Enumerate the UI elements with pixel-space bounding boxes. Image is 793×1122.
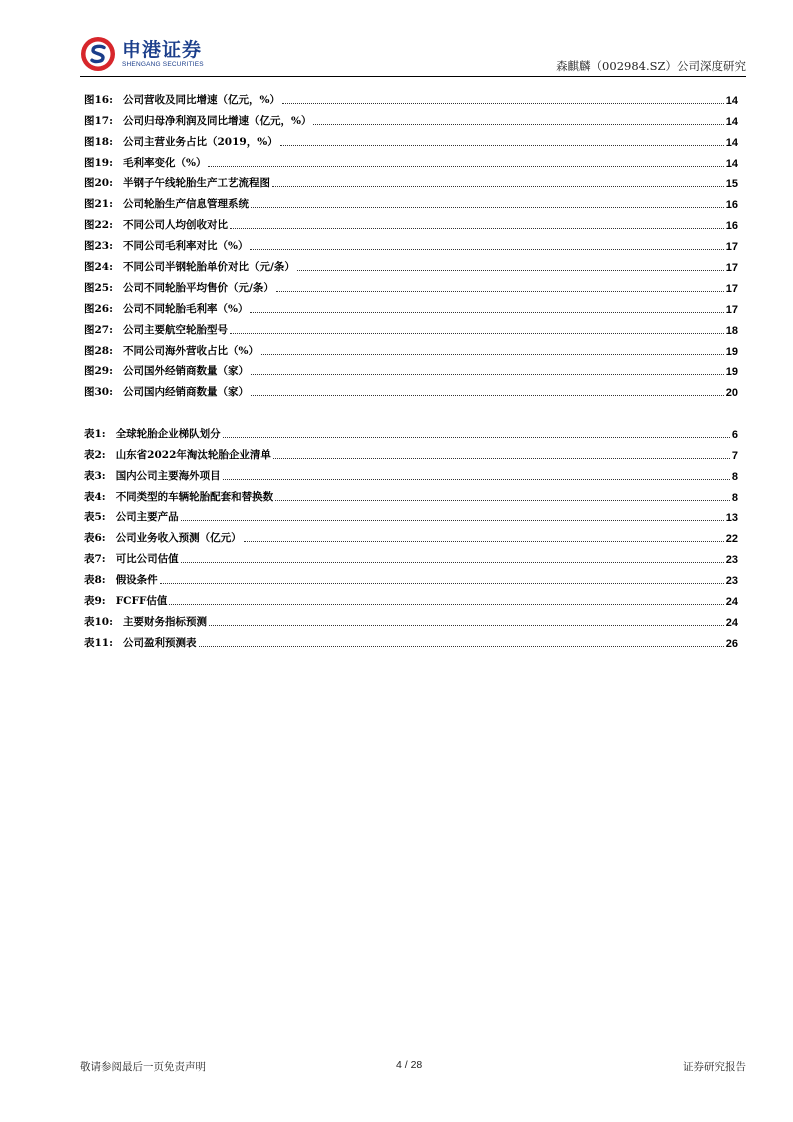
toc-entry-title: 公司轮胎生产信息管理系统 <box>123 198 249 211</box>
figure-toc-entry[interactable] <box>84 337 738 358</box>
toc-entry-title: 国内公司主要海外项目 <box>115 469 221 482</box>
toc-dot-leader <box>273 458 730 459</box>
footer-report-type: 证券研究报告 <box>683 1061 746 1073</box>
toc-entry-title: 公司国内经销商数量（家） <box>123 386 249 399</box>
toc-entry-page: 20 <box>725 387 738 400</box>
toc-entry-page: 19 <box>725 345 738 358</box>
toc-dot-leader <box>251 374 724 375</box>
toc-entry-page: 13 <box>725 512 738 525</box>
footer-page-number: 4 / 28 <box>396 1059 423 1071</box>
table-toc-entry[interactable] <box>84 441 738 462</box>
toc-entry-title: 公司主营业务占比（2019，%） <box>123 135 278 148</box>
toc-entry-title: 可比公司估值 <box>115 553 179 566</box>
toc-entry-title: 假设条件 <box>115 574 158 587</box>
figure-toc-entry[interactable] <box>84 358 738 379</box>
figure-toc-entry[interactable] <box>84 190 738 211</box>
toc-dot-leader <box>297 270 724 271</box>
toc-entry-title: 公司盈利预测表 <box>123 636 197 649</box>
toc-entry-title: 不同公司毛利率对比（%） <box>123 240 249 253</box>
toc-entry-title: 全球轮胎企业梯队划分 <box>115 427 221 440</box>
toc-entry-title: 公司归母净利润及同比增速（亿元，%） <box>123 114 312 127</box>
toc-entry-label: 图22: <box>84 219 113 232</box>
table-toc-entry[interactable] <box>84 566 738 587</box>
toc-entry-label: 表4: <box>84 490 106 503</box>
toc-entry-page: 18 <box>725 324 738 337</box>
toc-entry-label: 图19: <box>84 156 113 169</box>
toc-dot-leader <box>276 291 724 292</box>
toc-entry-label: 图21: <box>84 198 113 211</box>
figure-toc-entry[interactable] <box>84 128 738 149</box>
toc-entry-page: 17 <box>725 303 738 316</box>
table-toc-entry[interactable] <box>84 545 738 566</box>
toc-entry-page: 14 <box>725 157 738 170</box>
toc-entry-title: 不同公司人均创收对比 <box>123 219 228 232</box>
figure-toc-entry[interactable] <box>84 86 738 107</box>
toc-entry-page: 15 <box>725 178 738 191</box>
table-toc-entry[interactable] <box>84 483 738 504</box>
toc-dot-leader <box>181 520 724 521</box>
toc-dot-leader <box>261 354 724 355</box>
toc-entry-page: 17 <box>725 282 738 295</box>
toc-entry-page: 22 <box>725 533 738 546</box>
table-toc-entry[interactable] <box>84 420 738 441</box>
toc-entry-title: 山东省2022年淘汰轮胎企业清单 <box>115 448 271 461</box>
toc-entry-page: 23 <box>725 575 738 588</box>
toc-entry-page: 7 <box>731 449 738 462</box>
figure-toc-entry[interactable] <box>84 170 738 191</box>
toc-entry-page: 14 <box>725 136 738 149</box>
toc-entry-label: 表8: <box>84 574 106 587</box>
toc-entry-page: 24 <box>725 616 738 629</box>
toc-entry-label: 表9: <box>84 595 106 608</box>
toc-entry-page: 17 <box>725 262 738 275</box>
toc-dot-leader <box>250 312 723 313</box>
shengang-logo-icon <box>80 36 116 72</box>
toc-entry-title: 不同类型的车辆轮胎配套和替换数 <box>115 490 274 503</box>
toc-entry-title: 不同公司半钢轮胎单价对比（元/条） <box>123 261 295 274</box>
toc-entry-label: 表3: <box>84 469 106 482</box>
toc-entry-page: 14 <box>725 94 738 107</box>
figure-toc-entry[interactable] <box>84 232 738 253</box>
toc-dot-leader <box>223 437 730 438</box>
toc-entry-title: 半钢子午线轮胎生产工艺流程图 <box>123 177 270 190</box>
toc-entry-page: 14 <box>725 115 738 128</box>
table-toc-entry[interactable] <box>84 462 738 483</box>
toc-entry-label: 图23: <box>84 240 113 253</box>
toc-entry-label: 表7: <box>84 553 106 566</box>
toc-dot-leader <box>251 207 724 208</box>
toc-entry-title: 公司营收及同比增速（亿元，%） <box>123 93 280 106</box>
toc-entry-label: 表1: <box>84 427 106 440</box>
toc-entry-label: 表10: <box>84 615 113 628</box>
figure-toc-entry[interactable] <box>84 107 738 128</box>
figure-toc-entry[interactable] <box>84 316 738 337</box>
table-list <box>84 420 738 650</box>
toc-entry-title: 毛利率变化（%） <box>123 156 207 169</box>
toc-entry-title: 公司不同轮胎毛利率（%） <box>123 302 249 315</box>
toc-entry-page: 17 <box>725 241 738 254</box>
toc-dot-leader <box>280 145 724 146</box>
toc-dot-leader <box>275 500 730 501</box>
toc-dot-leader <box>230 333 724 334</box>
toc-dot-leader <box>244 541 724 542</box>
header-divider <box>80 76 746 77</box>
toc-entry-label: 图30: <box>84 386 113 399</box>
figure-toc-entry[interactable] <box>84 295 738 316</box>
toc-dot-leader <box>313 124 723 125</box>
figure-toc-entry[interactable] <box>84 211 738 232</box>
page-header <box>80 36 746 76</box>
toc-entry-label: 图20: <box>84 177 113 190</box>
toc-entry-label: 图18: <box>84 135 113 148</box>
toc-entry-title: 公司主要航空轮胎型号 <box>123 323 228 336</box>
toc-dot-leader <box>160 583 724 584</box>
toc-dot-leader <box>230 228 724 229</box>
footer-disclaimer: 敬请参阅最后一页免责声明 <box>80 1061 206 1073</box>
figure-toc-entry[interactable] <box>84 274 738 295</box>
table-toc-entry[interactable] <box>84 587 738 608</box>
toc-entry-label: 图26: <box>84 302 113 315</box>
figure-toc-entry[interactable] <box>84 378 738 399</box>
toc-dot-leader <box>282 103 724 104</box>
toc-dot-leader <box>209 625 724 626</box>
page-footer <box>80 1059 746 1073</box>
toc-entry-title: 公司不同轮胎平均售价（元/条） <box>123 281 274 294</box>
toc-entry-label: 图27: <box>84 323 113 336</box>
table-toc-entry[interactable] <box>84 524 738 545</box>
toc-entry-page: 8 <box>731 470 738 483</box>
figure-toc-entry[interactable] <box>84 149 738 170</box>
logo-english-name: SHENGANG SECURITIES <box>122 61 204 68</box>
toc-dot-leader <box>169 604 723 605</box>
toc-dot-leader <box>199 646 724 647</box>
report-title: 森麒麟（002984.SZ）公司深度研究 <box>556 59 746 73</box>
toc-dot-leader <box>251 395 724 396</box>
toc-entry-label: 图29: <box>84 365 113 378</box>
toc-entry-page: 8 <box>731 491 738 504</box>
toc-dot-leader <box>223 479 730 480</box>
logo-text <box>122 39 204 69</box>
table-toc-entry[interactable] <box>84 608 738 629</box>
toc-entry-label: 表5: <box>84 511 106 524</box>
toc-entry-title: 公司国外经销商数量（家） <box>123 365 249 378</box>
toc-dot-leader <box>272 186 724 187</box>
toc-entry-label: 图25: <box>84 281 113 294</box>
toc-dot-leader <box>208 166 723 167</box>
toc-entry-label: 图28: <box>84 344 113 357</box>
toc-entry-label: 表11: <box>84 636 113 649</box>
toc-entry-label: 表2: <box>84 448 106 461</box>
toc-entry-label: 图17: <box>84 114 113 127</box>
toc-entry-label: 图24: <box>84 261 113 274</box>
toc-entry-page: 16 <box>725 220 738 233</box>
toc-entry-label: 图16: <box>84 93 113 106</box>
toc-entry-title: 公司主要产品 <box>115 511 179 524</box>
table-toc-entry[interactable] <box>84 504 738 525</box>
figure-toc-entry[interactable] <box>84 253 738 274</box>
toc-entry-page: 6 <box>731 428 738 441</box>
toc-entry-page: 16 <box>725 199 738 212</box>
toc-entry-page: 19 <box>725 366 738 379</box>
toc-entry-title: 主要财务指标预测 <box>123 615 207 628</box>
toc-dot-leader <box>250 249 723 250</box>
logo-chinese-name: 申港证券 <box>122 39 203 61</box>
company-logo <box>80 36 204 72</box>
figure-list <box>84 86 738 399</box>
toc-entry-title: 公司业务收入预测（亿元） <box>115 532 242 545</box>
toc-entry-title: 不同公司海外营收占比（%） <box>123 344 259 357</box>
toc-entry-page: 24 <box>725 596 738 609</box>
toc-dot-leader <box>181 562 724 563</box>
table-toc-entry[interactable] <box>84 629 738 650</box>
toc-entry-title: FCFF估值 <box>115 595 168 608</box>
toc-entry-page: 23 <box>725 554 738 567</box>
toc-entry-label: 表6: <box>84 532 106 545</box>
toc-entry-page: 26 <box>725 637 738 650</box>
